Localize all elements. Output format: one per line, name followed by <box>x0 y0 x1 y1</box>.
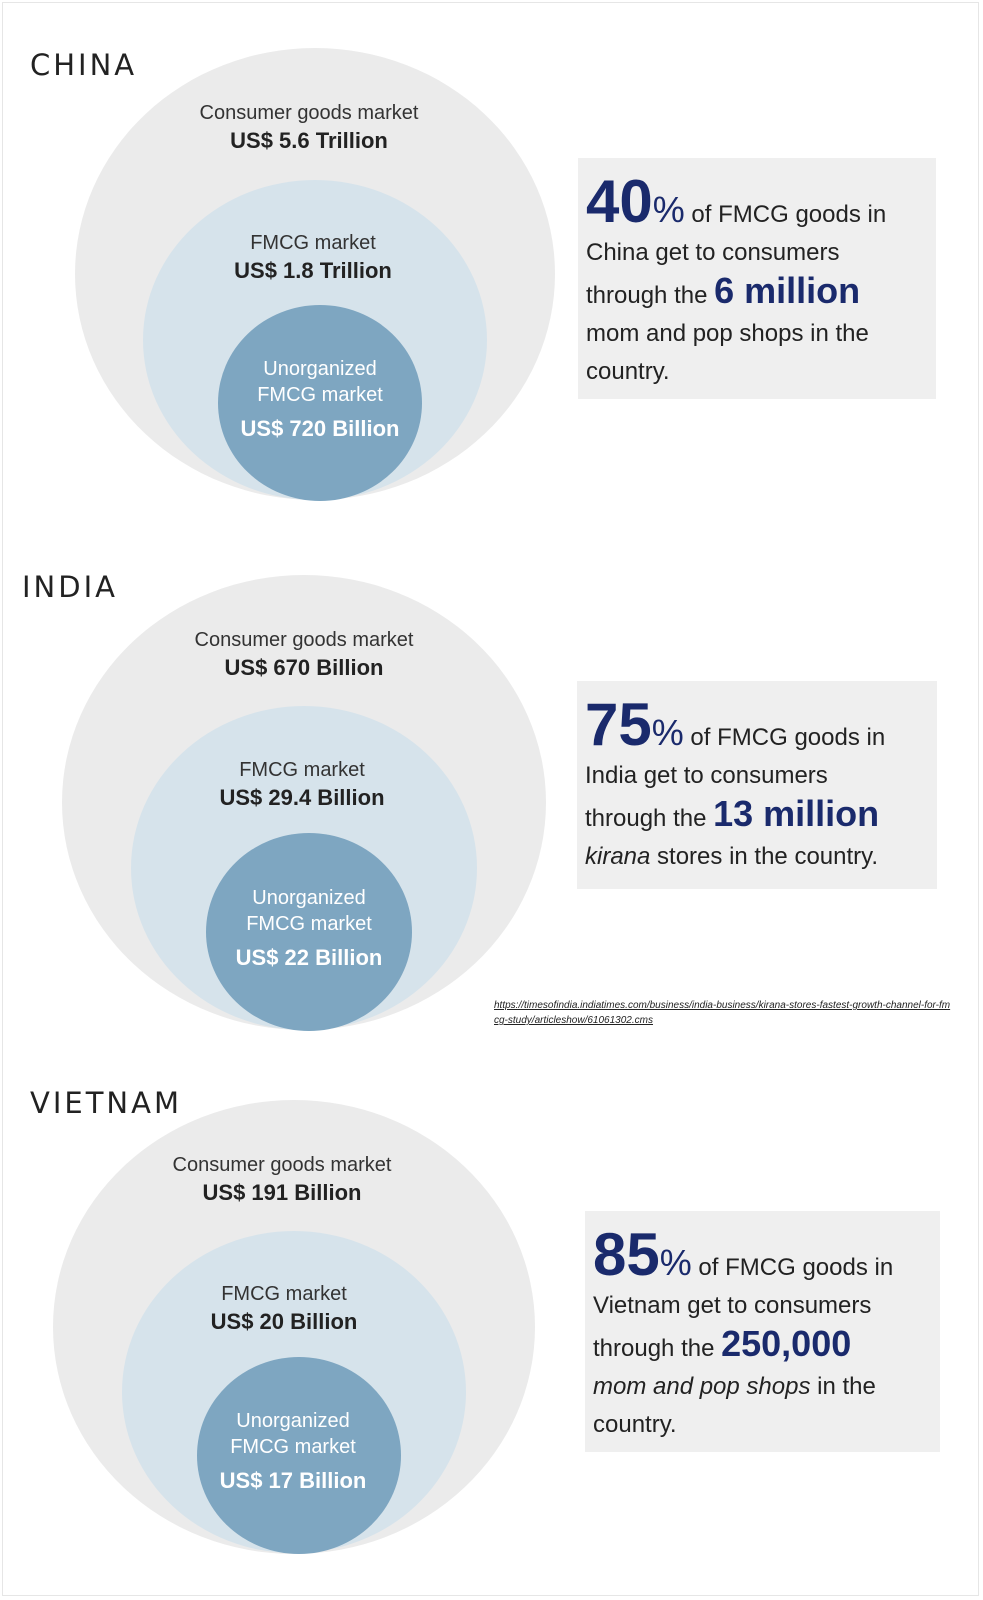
stat-box <box>585 1211 940 1452</box>
stat-percent: % <box>659 1242 692 1283</box>
stat-text: of FMCG goods in <box>683 724 886 751</box>
stat-text: Vietnam get to consumers <box>593 1292 872 1319</box>
consumer-goods-label: Consumer goods market <box>172 1154 392 1176</box>
source-link[interactable]: https://timesofindia.indiatimes.com/business/india-business/kirana-stores-fastest-growth-channel-for-fmcg-study/articleshow/61061302.cms <box>494 1000 951 1026</box>
fmcg-label: FMCG market <box>221 1283 347 1305</box>
stat-number: 75 <box>585 691 652 758</box>
fmcg-value: US$ 1.8 Trillion <box>234 258 392 283</box>
unorganized-label-2: FMCG market <box>257 384 383 406</box>
fmcg-label: FMCG market <box>250 232 376 254</box>
consumer-goods-value: US$ 670 Billion <box>224 655 384 680</box>
unorganized-label-1: Unorganized <box>236 1410 350 1432</box>
unorganized-label-2: FMCG market <box>230 1436 356 1458</box>
stat-text: of FMCG goods in <box>684 201 887 228</box>
country-title: CHINA <box>30 48 138 82</box>
fmcg-value: US$ 20 Billion <box>210 1309 358 1334</box>
unorganized-label-2: FMCG market <box>246 913 372 935</box>
stat-text: stores in the country. <box>650 843 879 870</box>
unorganized-fmcg-circle <box>206 833 412 1031</box>
stat-number: 85 <box>593 1221 660 1288</box>
consumer-goods-value: US$ 191 Billion <box>202 1180 362 1205</box>
stat-text: India get to consumers <box>585 762 828 789</box>
stat-percent: % <box>651 712 684 753</box>
country-title: VIETNAM <box>30 1086 182 1120</box>
stat-box <box>577 681 937 889</box>
stat-text: country. <box>586 358 670 385</box>
stat-text: through the <box>586 282 715 309</box>
stat-text: of FMCG goods in <box>691 1254 894 1281</box>
stat-percent: % <box>652 189 685 230</box>
fmcg-value: US$ 29.4 Billion <box>219 785 385 810</box>
stat-text: through the <box>593 1335 722 1362</box>
consumer-goods-label: Consumer goods market <box>194 629 414 651</box>
unorganized-fmcg-circle <box>197 1357 401 1554</box>
stat-highlight: 6 million <box>714 270 861 311</box>
fmcg-label: FMCG market <box>239 759 365 781</box>
unorganized-value: US$ 22 Billion <box>235 945 383 970</box>
stat-highlight: 250,000 <box>721 1323 852 1364</box>
country-title: INDIA <box>22 570 118 604</box>
stat-number: 40 <box>586 168 653 235</box>
stat-highlight: 13 million <box>713 793 880 834</box>
unorganized-label-1: Unorganized <box>263 358 377 380</box>
unorganized-value: US$ 720 Billion <box>240 416 400 441</box>
unorganized-label-1: Unorganized <box>252 887 366 909</box>
consumer-goods-value: US$ 5.6 Trillion <box>230 128 388 153</box>
stat-text: mom and pop shops in the <box>586 320 869 347</box>
stat-text: China get to consumers <box>586 239 840 266</box>
stat-text: through the <box>585 805 714 832</box>
unorganized-fmcg-circle <box>218 305 422 501</box>
stat-text: in the <box>810 1373 876 1400</box>
stat-box <box>578 158 936 399</box>
consumer-goods-label: Consumer goods market <box>199 102 419 124</box>
stat-text-italic: mom and pop shops <box>593 1373 811 1400</box>
stat-text: country. <box>593 1411 677 1438</box>
unorganized-value: US$ 17 Billion <box>219 1468 367 1493</box>
stat-text-italic: kirana <box>585 843 651 870</box>
